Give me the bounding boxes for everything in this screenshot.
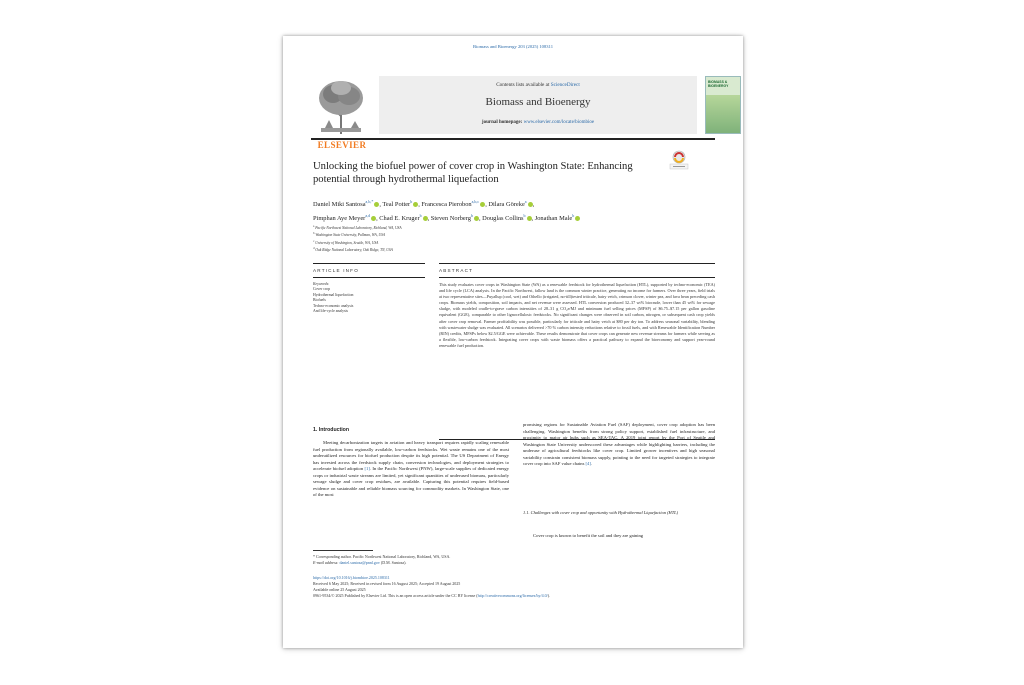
orcid-icon[interactable] (575, 216, 580, 221)
publication-dates: Received 6 May 2025; Received in revised form 16 August 2025; Accepted 19 August 2025 (313, 581, 461, 587)
masthead-divider (311, 138, 715, 140)
affiliation-marker: a (313, 224, 315, 228)
author-name[interactable]: Jonathan Male (534, 215, 573, 223)
author-name[interactable]: Teal Potter (382, 201, 411, 209)
author-name[interactable]: Dilara Göreke (488, 201, 525, 209)
keyword-item: Biofuels (313, 298, 326, 303)
keyword-item: And life-cycle analysis (313, 309, 349, 314)
keyword-item: Techno-economic analysis (313, 303, 354, 308)
affiliation-item: $^a$ Pacific Northwest National Laboratory, Richland, WA, USA (313, 224, 402, 231)
author-name[interactable]: Chad E. Kruger (379, 215, 420, 223)
author-name[interactable]: Douglas Collins (482, 215, 524, 223)
intro-col1-text-b: . In the Pacific Northwest (PNW), large-scale supplies of dedicated energy crops or industrial waste streams are limited, yet significant quantities of underused biomass, particularly sewage sludge and cover crop residues, are available. Capturing this potential requires field-based evidence on sustainable and reliable biomass sourcing for commodity markets. In Washington State, one of the most (313, 466, 510, 498)
orcid-icon[interactable] (374, 202, 379, 207)
affiliation-marker: c (313, 238, 315, 243)
author-name[interactable]: Pimphan Aye Meyer (313, 215, 366, 223)
author-affiliation-marker[interactable]: a (524, 199, 527, 204)
subsection-heading: 1.1. Challenges with cover crop and opportunity with Hydrothermal Liquefaction (HTL) (523, 510, 679, 515)
citation-link-4[interactable]: [4] (585, 461, 591, 467)
elsevier-tree-logo (311, 76, 371, 138)
affiliation-marker: b (313, 231, 315, 236)
author-affiliation-marker[interactable]: b (523, 213, 526, 219)
footnote-rule (313, 550, 373, 551)
email-link[interactable]: daniel.santosa@pnnl.gov (339, 559, 380, 565)
author-affiliation-marker[interactable]: a,b,* (365, 199, 374, 204)
intro-col2-text-a: promising regions for Sustainable Aviation Fuel (SAF) deployment, cover crop adoption has been challenging. Washington benefits from strong policy support, established fuel infrastructure, and proximity to major air hubs such as SEA-TAC. A 2019 joint report by the Port of Seattle and Washington State University underscored these advantages while highlighting barriers, including the underuse of agricultural feedstocks like cover crop. Limited grower incentives and high seasonal variability constrain consistent biomass supply, pointing to the need for targeted strategies to integrate cover crop into SAF value chains (523, 422, 715, 467)
homepage-prefix: journal homepage: (481, 120, 524, 125)
article-page (283, 36, 743, 648)
journal-homepage-link[interactable]: www.elsevier.com/locate/biombioe (523, 120, 595, 125)
abstract-rule-2 (439, 277, 715, 278)
publication-info (313, 575, 723, 599)
corresponding-author: * Corresponding author. Pacific Northwest National Laboratory, Richland, WA, USA. (313, 554, 451, 559)
intro-col1-text-a: Meeting decarbonization targets in aviation and heavy transport requires rapidly scaling renewable fuel production from regionally available, low-carbon feedstocks. Wet waste remains one of the most underutilized resources for biofuel production despite its high potential. The US Department of Energy has invested across the feedstock supply chain, conversion technologies, and deployment strategies to accelerate biofuel adoption (313, 440, 509, 472)
article-info-rule-2 (313, 277, 425, 278)
contents-prefix: Contents lists available at (496, 82, 551, 88)
corresponding-footnote (313, 554, 693, 566)
keywords-block (313, 282, 423, 314)
license-line (313, 593, 723, 599)
author-name[interactable]: Francesca Pierobon (421, 201, 472, 209)
journal-citation[interactable]: Biomass and Bioenergy 203 (2025) 108311 (473, 44, 553, 49)
masthead (311, 76, 729, 172)
publisher-name: ELSEVIER (317, 140, 367, 150)
author-affiliation-marker[interactable]: b (410, 199, 413, 204)
abstract-text: This study evaluates cover crops in Washington State (WA) as a renewable feedstock for hydrothermal liquefaction (HTL), supported by techno-economic (TEA) and life cycle (LCA) analysis. In the Pacific Northwest, fallow land is the common winter practice, generating no income for farmers. Over three years, field trials at two representative sites—Puyallup (cool, wet) and Othello (irrigated, no-till)tested triticale, hairy vetch, crimson clover, winter pea, and fava bean preceding cash crops. Biomass yields, composition, soil impacts, and net revenue were assessed. HTL conversion produced 32–37 wt% biocrude, lower than 45 wt% for sewage sludge, with modeled cradle-to-grave carbon intensities of 28–31 g CO₂e/MJ and minimum fuel selling prices (MFSP) of $6.75–$7.15 per gallon gasoline equivalent (GGE), comparable to other lignocellulosic feedstocks. No significant changes were observed in soil carbon, nitrogen, or subsequent cash crop yields after cover crop removal. Farmer profitability was possible, particularly for triticale and hairy vetch at $80 per dry ton. To address seasonal variability, blending with wastewater sludge was evaluated. All scenarios delivered >70 % carbon intensity reductions relative to fossil fuels, and with Renewable Identification Number (RIN) credits, MFSPs below $2.5/GGE were achievable. These results demonstrate that cover crops can generate new revenue streams for farmers while serving as a flexible, low-carbon feedstock. Integrating cover crops with waste biomass offers a practical pathway to expand the bioeconomy and support year-round renewable fuel production. (439, 282, 715, 348)
intro-col2-text-b: . (590, 461, 593, 467)
article-info-heading: ARTICLE INFO (313, 268, 359, 273)
email-label: E-mail address: (313, 559, 340, 565)
author-affiliation-marker[interactable]: a,d (365, 213, 371, 219)
orcid-icon[interactable] (423, 216, 428, 221)
orcid-icon[interactable] (474, 216, 479, 221)
affiliations (313, 224, 613, 254)
author-line-1: Daniel Miki Santosa$^{a,b,*}$ , Teal Potter$^b$ , Francesca Pierobon$^{a,b,c}$ , Dilara Göreke$^a$ , (313, 199, 535, 209)
affiliation-marker: d (313, 246, 315, 251)
homepage-line (379, 120, 697, 125)
license-link[interactable]: http://creativecommons.org/licenses/by/4.0/ (477, 593, 548, 599)
intro-column-2 (523, 422, 715, 468)
article-info-rule (313, 263, 425, 264)
affiliation-item: $^b$ Washington State University, Pullman, WA, USA (313, 231, 386, 238)
author-list (313, 196, 713, 224)
intro-col2-last-text: Cover crop is known to benefit the soil and they are gaining (533, 533, 644, 538)
author-affiliation-marker[interactable]: b (572, 213, 575, 219)
doi-link[interactable]: https://doi.org/10.1016/j.biombioe.2025.108311 (313, 575, 390, 580)
article-title: Unlocking the biofuel power of cover crop in Washington State: Enhancing potential through hydrothermal liquefaction (313, 161, 633, 185)
orcid-icon[interactable] (371, 216, 376, 221)
license-text: 0961-9534/© 2025 Published by Elsevier Ltd. This is an open access article under the CC BY license ( (313, 593, 478, 599)
cover-image (706, 95, 740, 133)
journal-header-box (379, 76, 697, 134)
sciencedirect-link[interactable]: ScienceDirect (550, 82, 580, 88)
keywords-label: Keywords: (313, 282, 330, 286)
author-name[interactable]: Daniel Miki Santosa (313, 201, 366, 209)
keyword-item: Hydrothermal liquefaction (313, 292, 354, 297)
abstract-heading: ABSTRACT (439, 268, 474, 273)
author-affiliation-marker[interactable]: b (470, 213, 473, 219)
orcid-icon[interactable] (528, 202, 533, 207)
abstract-rule (439, 263, 715, 264)
license-close: ). (547, 593, 551, 599)
orcid-icon[interactable] (480, 202, 485, 207)
available-online: Available online 25 August 2025 (313, 587, 366, 593)
keyword-item: Cover crop (313, 287, 330, 292)
author-line-2: Pimphan Aye Meyer$^{a,d}$ , Chad E. Kruger$^b$ , Steven Norberg$^b$ , Douglas Collins$^b$ , Jonathan Male$^b$ (313, 210, 713, 224)
contents-line (379, 82, 697, 88)
intro-column-1 (313, 440, 509, 499)
check-for-updates-icon[interactable] (667, 150, 691, 170)
cover-title: BIOMASS & BIOENERGY (708, 80, 729, 88)
affiliation-item: $^c$ University of Washington, Seattle, WA, USA (313, 238, 379, 245)
orcid-icon[interactable] (413, 202, 418, 207)
journal-cover-thumbnail[interactable] (705, 76, 741, 134)
intro-col2-continued (523, 533, 715, 540)
orcid-icon[interactable] (527, 216, 532, 221)
author-name[interactable]: Steven Norberg (430, 215, 471, 223)
citation-link-1[interactable]: [1] (364, 466, 370, 472)
keywords-list (313, 287, 423, 314)
email-line (313, 560, 693, 566)
journal-title: Biomass and Bioenergy (485, 96, 591, 108)
author-affiliation-marker[interactable]: b (419, 213, 422, 219)
introduction-heading: 1. Introduction (313, 427, 350, 433)
author-affiliation-marker[interactable]: a,b,c (471, 199, 480, 204)
email-suffix: (D.M. Santosa). (379, 559, 407, 565)
affiliation-item: $^d$ Oak Ridge National Laboratory, Oak Ridge, TN, USA (313, 246, 393, 253)
